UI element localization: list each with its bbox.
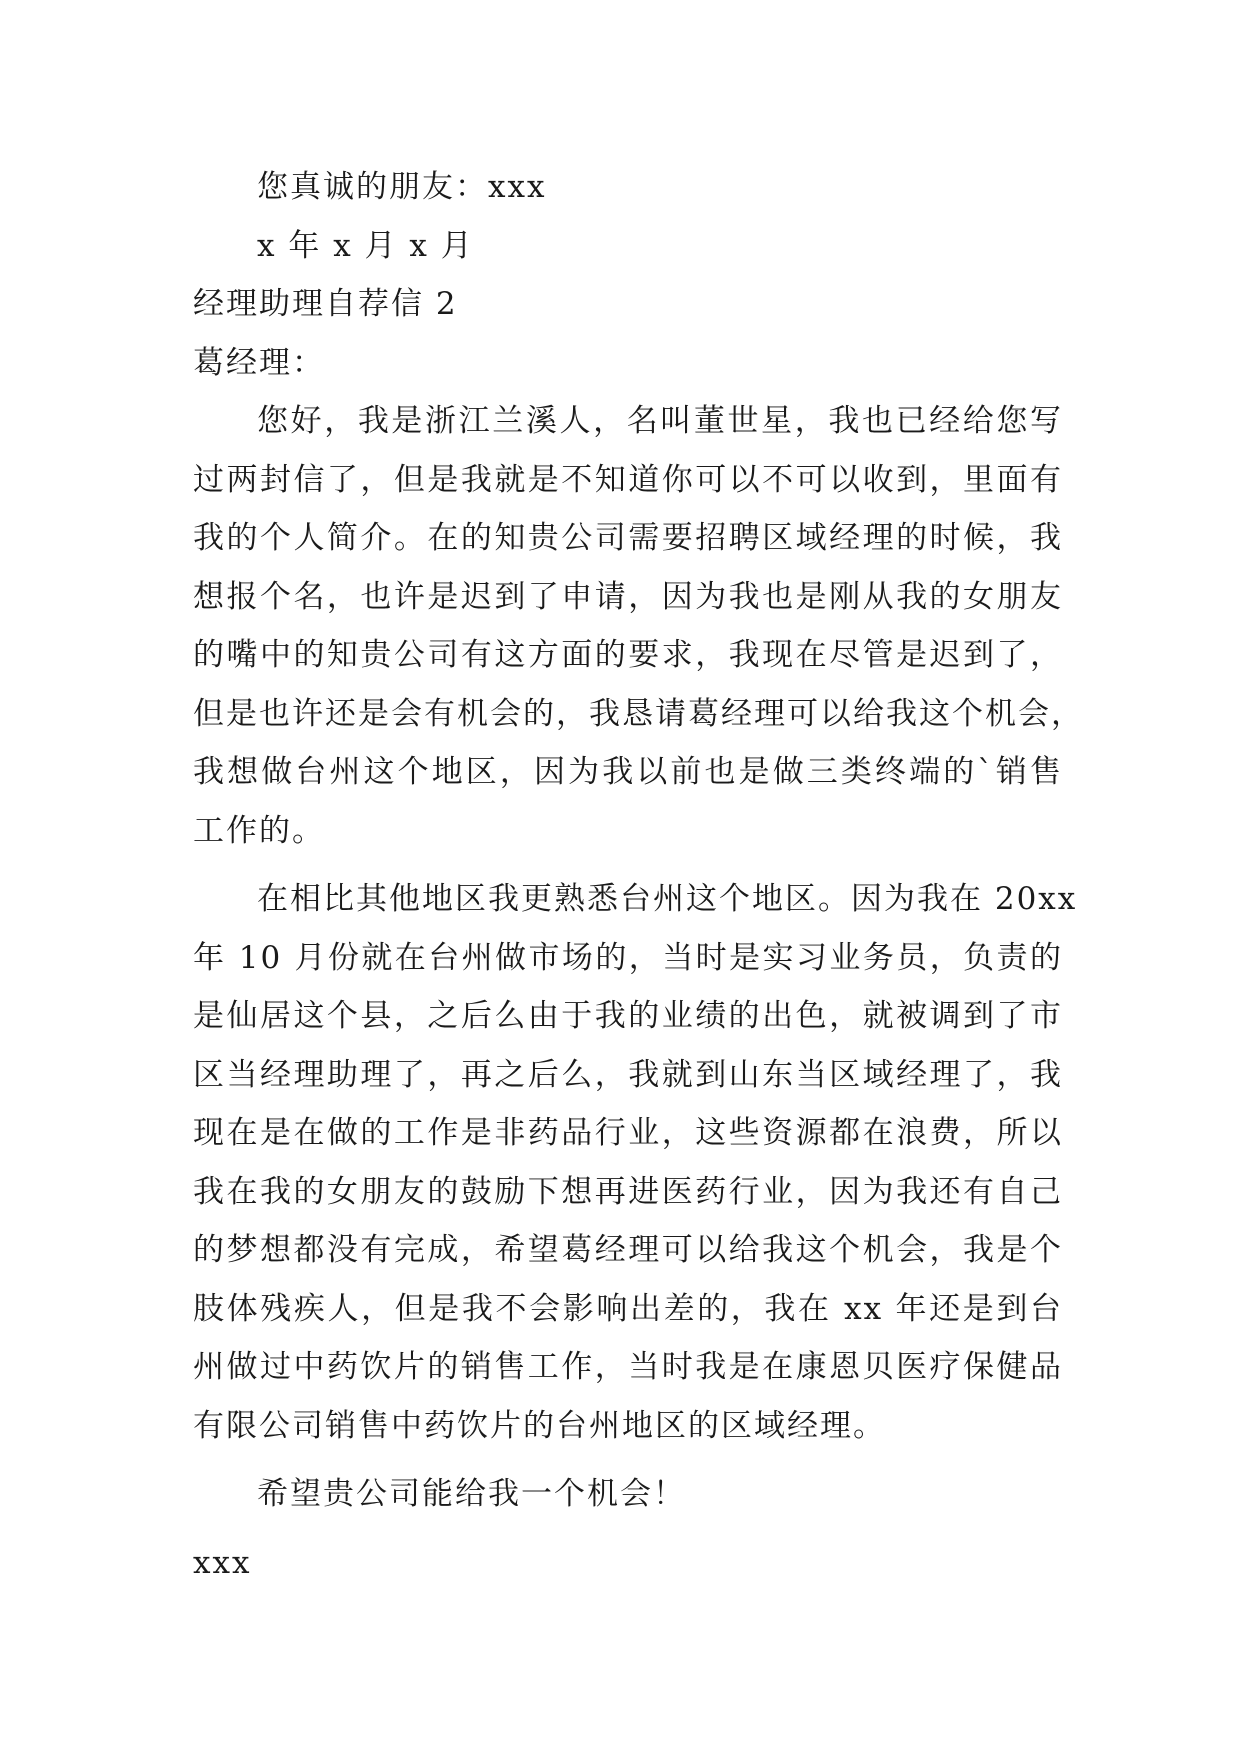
paragraph-line: 是仙居这个县，之后么由于我的业绩的出色，就被调到了市 bbox=[193, 998, 1063, 1034]
paragraph-line: 我在我的女朋友的鼓励下想再进医药行业，因为我还有自己 bbox=[193, 1173, 1063, 1210]
paragraph-line: 我的个人简介。在的知贵公司需要招聘区域经理的时候，我 bbox=[193, 520, 1063, 556]
paragraph-line: 的嘴中的知贵公司有这方面的要求，我现在尽管是迟到了， bbox=[193, 637, 1063, 673]
paragraph-line: 想报个名，也许是迟到了申请，因为我也是刚从我的女朋友 bbox=[193, 578, 1063, 615]
paragraph-line: 工作的。 bbox=[193, 812, 325, 849]
paragraph-line: 过两封信了，但是我就是不知道你可以不可以收到，里面有 bbox=[193, 461, 1063, 498]
paragraph-line: 希望贵公司能给我一个机会！ bbox=[257, 1476, 686, 1512]
paragraph-line: 现在是在做的工作是非药品行业，这些资源都在浪费，所以 bbox=[193, 1115, 1063, 1151]
paragraph-line: 您好，我是浙江兰溪人，名叫董世星，我也已经给您写 bbox=[257, 403, 1063, 439]
paragraph-line: 有限公司销售中药饮片的台州地区的区域经理。 bbox=[193, 1407, 886, 1444]
signoff: xxx bbox=[193, 1544, 252, 1581]
paragraph-line: 年 10 月份就在台州做市场的，当时是实习业务员，负责的 bbox=[193, 939, 1063, 976]
paragraph-line: 我想做台州这个地区，因为我以前也是做三类终端的`销售 bbox=[193, 754, 1063, 790]
letter-title: 经理助理自荐信 2 bbox=[193, 286, 458, 322]
document-page bbox=[193, 158, 1084, 1592]
paragraph-line: 但是也许还是会有机会的，我恳请葛经理可以给我这个机会， bbox=[193, 695, 1084, 732]
paragraph-2 bbox=[193, 870, 1078, 1455]
paragraph-line: 区当经理助理了，再之后么，我就到山东当区域经理了，我 bbox=[193, 1056, 1063, 1093]
closing-date: x 年 x 月 x 月 bbox=[257, 227, 474, 264]
paragraph-3 bbox=[193, 1465, 1063, 1524]
paragraph-line: 的梦想都没有完成，希望葛经理可以给我这个机会，我是个 bbox=[193, 1232, 1063, 1268]
salutation: 葛经理： bbox=[193, 344, 325, 381]
paragraph-line: 在相比其他地区我更熟悉台州这个地区。因为我在 20xx bbox=[257, 881, 1078, 917]
closing-signature: 您真诚的朋友：xxx bbox=[257, 169, 547, 205]
paragraph-1 bbox=[193, 392, 1084, 860]
paragraph-line: 肢体残疾人，但是我不会影响出差的，我在 xx 年还是到台 bbox=[193, 1290, 1063, 1327]
paragraph-line: 州做过中药饮片的销售工作，当时我是在康恩贝医疗保健品 bbox=[193, 1349, 1063, 1385]
